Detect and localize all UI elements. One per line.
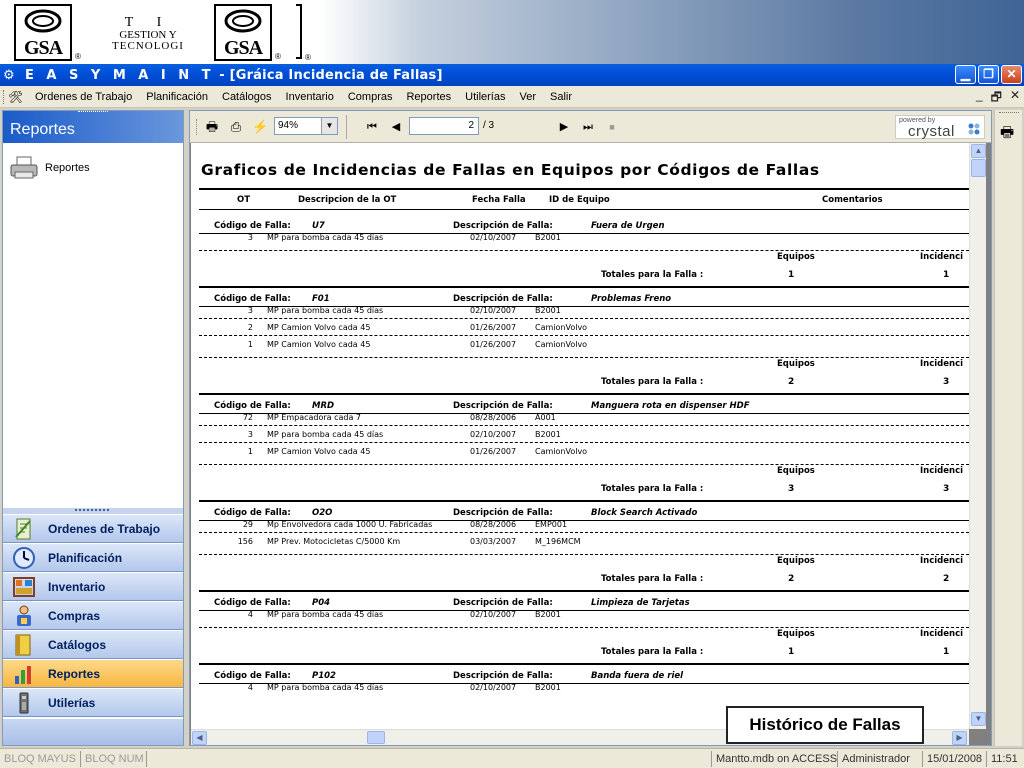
user-status: Administrador: [837, 751, 910, 767]
bracket-decoration: [296, 4, 302, 59]
page-total: / 3: [483, 120, 495, 131]
zoom-select[interactable]: [274, 117, 338, 135]
work-order-icon: [12, 517, 36, 541]
reports-icon: [12, 662, 36, 686]
status-bar: [0, 748, 1024, 768]
group-code: O2O: [312, 508, 333, 518]
group-desc-label: Descripción de Falla:: [453, 598, 553, 608]
divider: [199, 425, 969, 426]
scroll-left-icon[interactable]: ◀: [192, 731, 207, 745]
divider: [199, 393, 969, 395]
group-code-label: Código de Falla:: [214, 401, 291, 411]
group-desc: Fuera de Urgen: [591, 221, 665, 231]
row-desc: MP Empacadora cada 7: [267, 413, 362, 422]
inventory-icon: [12, 575, 36, 599]
group-desc: Block Search Activado: [591, 508, 698, 518]
menu-app-icon[interactable]: 🛠: [8, 89, 24, 104]
row-ot: 29: [242, 520, 253, 529]
purchases-icon: [12, 604, 36, 628]
group-desc-label: Descripción de Falla:: [453, 401, 553, 411]
sidebar: [2, 110, 184, 746]
next-page-icon[interactable]: ▶: [559, 121, 569, 133]
divider: [199, 286, 969, 288]
group-code: P102: [312, 671, 336, 681]
menu-utilerias[interactable]: Utilerías: [465, 90, 506, 103]
incidencias-header: Incidenci: [920, 466, 964, 476]
divider: [199, 250, 969, 251]
planning-icon: [12, 546, 36, 570]
incidencias-header: Incidenci: [920, 629, 964, 639]
menu-inventario[interactable]: Inventario: [285, 90, 334, 103]
row-fecha: 01/26/2007: [470, 340, 517, 349]
nav-label: Ordenes de Trabajo: [48, 521, 161, 536]
divider: [199, 209, 969, 210]
nav-label: Catálogos: [48, 637, 107, 652]
divider: [199, 590, 969, 592]
row-equipo: CamionVolvo: [535, 447, 588, 456]
total-incidencias: 1: [943, 647, 950, 657]
scroll-up-icon[interactable]: ▲: [971, 144, 986, 158]
registered-mark: ®: [305, 53, 311, 62]
row-desc: MP Camion Volvo cada 45: [267, 323, 371, 332]
printer-icon: [9, 155, 41, 181]
menu-salir[interactable]: Salir: [549, 90, 572, 103]
crystal-dots-icon: [967, 122, 981, 136]
toolbar-grip[interactable]: [3, 90, 6, 104]
equipos-header: Equipos: [777, 629, 815, 639]
divider: [199, 663, 969, 665]
row-equipo: EMP001: [535, 520, 568, 529]
row-ot: 4: [247, 683, 253, 692]
row-ot: 1: [247, 447, 253, 456]
row-equipo: B2001: [535, 430, 561, 439]
prev-page-icon[interactable]: ◀: [391, 121, 401, 133]
logo-text: GSA: [223, 37, 263, 59]
logo-rings-icon: [224, 9, 262, 33]
menu-catalogos[interactable]: Catálogos: [222, 90, 272, 103]
printer-icon[interactable]: 🖶: [1000, 124, 1015, 141]
col-header-desc: Descripcion de la OT: [298, 195, 397, 205]
total-incidencias: 3: [943, 377, 950, 387]
ti-line-3: TECNOLOGI: [112, 40, 184, 52]
row-desc: MP para bomba cada 45 días: [267, 233, 384, 242]
menu-compras[interactable]: Compras: [347, 90, 393, 103]
nav-label: Planificación: [48, 550, 123, 565]
row-desc: MP Prev. Motocicletas C/5000 Km: [267, 537, 401, 546]
col-header-comentarios: Comentarios: [822, 195, 883, 205]
row-desc: MP Camion Volvo cada 45: [267, 447, 371, 456]
group-code-label: Código de Falla:: [214, 671, 291, 681]
total-equipos: 3: [788, 484, 795, 494]
catalog-icon: [12, 633, 36, 657]
nav-inventario[interactable]: [3, 572, 183, 601]
col-header-equipo: ID de Equipo: [549, 195, 610, 205]
group-code-label: Código de Falla:: [214, 294, 291, 304]
divider: [199, 554, 969, 555]
menu-planificacion[interactable]: Planificación: [146, 90, 208, 103]
group-desc: Problemas Freno: [591, 294, 672, 304]
time-status: 11:51: [986, 751, 1018, 767]
nav-label: Utilerías: [48, 695, 96, 710]
menu-ordenes[interactable]: Ordenes de Trabajo: [35, 90, 133, 103]
totals-label: Totales para la Falla :: [601, 574, 704, 584]
nav-reportes[interactable]: [3, 659, 183, 688]
powered-by-label: powered by: [899, 117, 936, 124]
divider: [199, 335, 969, 336]
sidebar-header: Reportes: [3, 111, 183, 143]
row-desc: MP para bomba cada 45 días: [267, 430, 384, 439]
row-equipo: B2001: [535, 610, 561, 619]
mdi-controls: [976, 88, 1020, 109]
row-ot: 156: [237, 537, 253, 546]
nav-ordenes-de-trabajo[interactable]: [3, 514, 183, 543]
nav-label: Compras: [48, 608, 101, 623]
ti-line-1: T I: [124, 15, 172, 30]
group-code: P04: [312, 598, 331, 608]
gsa-logo-left: [14, 4, 72, 61]
menu-bar: [0, 86, 1024, 108]
ti-line-2: GESTION Y: [119, 29, 177, 41]
equipos-header: Equipos: [777, 359, 815, 369]
row-fecha: 02/10/2007: [470, 683, 517, 692]
menu-ver[interactable]: Ver: [519, 90, 536, 103]
stop-icon[interactable]: ■: [609, 122, 615, 132]
nav-label: Reportes: [48, 666, 101, 681]
row-fecha: 03/03/2007: [470, 537, 517, 546]
chevron-down-icon[interactable]: ▼: [321, 118, 337, 134]
vertical-scroll-thumb[interactable]: [971, 159, 986, 177]
divider: [199, 357, 969, 358]
report-viewer: [189, 110, 992, 746]
row-equipo: CamionVolvo: [535, 323, 588, 332]
total-equipos: 1: [788, 647, 795, 657]
row-desc: Mp Envolvedora cada 1000 U. Fabricadas: [267, 520, 433, 529]
toolbar-divider: [346, 115, 347, 139]
equipos-header: Equipos: [777, 466, 815, 476]
row-fecha: 01/26/2007: [470, 323, 517, 332]
row-fecha: 02/10/2007: [470, 610, 517, 619]
group-desc: Manguera rota en dispenser HDF: [591, 401, 750, 411]
row-equipo: B2001: [535, 233, 561, 242]
maximize-button[interactable]: ❐: [978, 65, 999, 84]
zoom-value: 94%: [278, 120, 299, 131]
document-name: - [Gráica Incidencia de Fallas]: [214, 67, 443, 83]
row-desc: MP para bomba cada 45 días: [267, 306, 384, 315]
totals-label: Totales para la Falla :: [601, 270, 704, 280]
row-ot: 3: [247, 233, 253, 242]
row-ot: 3: [247, 430, 253, 439]
incidencias-header: Incidenci: [920, 359, 964, 369]
historico-fallas-label[interactable]: Histórico de Fallas: [726, 706, 924, 744]
group-code: U7: [312, 221, 325, 231]
divider: [199, 532, 969, 533]
header-banner: [0, 0, 1024, 64]
toolbar-grip[interactable]: [999, 112, 1019, 113]
num-lock-indicator: BLOQ NUM: [80, 751, 144, 767]
total-incidencias: 2: [943, 574, 950, 584]
print-icon[interactable]: 🖶: [205, 119, 219, 134]
row-ot: 1: [247, 340, 253, 349]
divider: [199, 500, 969, 502]
right-toolbar: [994, 110, 1022, 746]
divider: [199, 627, 969, 628]
row-ot: 3: [247, 306, 253, 315]
window-title-bar[interactable]: [0, 64, 1024, 86]
group-code-label: Código de Falla:: [214, 508, 291, 518]
divider: [199, 464, 969, 465]
row-fecha: 01/26/2007: [470, 447, 517, 456]
totals-label: Totales para la Falla :: [601, 647, 704, 657]
mdi-minimize-button[interactable]: _: [975, 88, 983, 102]
export-icon[interactable]: ⎙: [230, 119, 242, 134]
scroll-right-icon[interactable]: ▶: [952, 731, 967, 745]
row-fecha: 08/28/2006: [470, 413, 517, 422]
scroll-down-icon[interactable]: ▼: [971, 712, 986, 726]
totals-label: Totales para la Falla :: [601, 377, 704, 387]
minimize-button[interactable]: ▁: [955, 65, 976, 84]
incidencias-header: Incidenci: [920, 556, 964, 566]
nav-planificacion[interactable]: [3, 543, 183, 572]
ti-logo: [88, 16, 208, 52]
row-fecha: 02/10/2007: [470, 233, 517, 242]
database-status: Mantto.mdb on ACCESS: [711, 751, 837, 767]
report-page: [191, 143, 969, 729]
status-spacer: [146, 751, 151, 767]
group-desc-label: Descripción de Falla:: [453, 671, 553, 681]
group-code: MRD: [312, 401, 335, 411]
col-header-fecha: Fecha Falla: [472, 195, 526, 205]
total-equipos: 2: [788, 574, 795, 584]
first-page-icon[interactable]: ⏮: [367, 121, 377, 133]
sidebar-footer: [3, 719, 183, 745]
logo-rings-icon: [24, 9, 62, 33]
sidebar-grip[interactable]: [78, 111, 108, 114]
window-title: [25, 68, 443, 83]
total-equipos: 2: [788, 377, 795, 387]
sidebar-item-label: Reportes: [45, 162, 90, 174]
registered-mark: ®: [275, 52, 281, 61]
mdi-restore-button[interactable]: 🗗: [990, 90, 1002, 104]
equipos-header: Equipos: [777, 252, 815, 262]
crystal-reports-logo: [895, 115, 985, 139]
total-incidencias: 1: [943, 270, 950, 280]
app-name: E A S Y M A I N T: [25, 67, 215, 83]
toolbar-grip[interactable]: [196, 119, 200, 135]
nav-compras[interactable]: [3, 601, 183, 630]
row-desc: MP para bomba cada 45 días: [267, 683, 384, 692]
row-equipo: CamionVolvo: [535, 340, 588, 349]
date-status: 15/01/2008: [922, 751, 982, 767]
group-code-label: Código de Falla:: [214, 221, 291, 231]
row-equipo: B2001: [535, 683, 561, 692]
divider: [199, 188, 969, 190]
totals-label: Totales para la Falla :: [601, 484, 704, 494]
row-ot: 2: [247, 323, 253, 332]
nav-catalogos[interactable]: [3, 630, 183, 659]
group-desc-label: Descripción de Falla:: [453, 221, 553, 231]
row-equipo: M_196MCM: [535, 537, 581, 546]
row-fecha: 08/28/2006: [470, 520, 517, 529]
caps-lock-indicator: BLOQ MAYUS: [4, 753, 76, 765]
divider: [199, 442, 969, 443]
group-desc-label: Descripción de Falla:: [453, 508, 553, 518]
group-code-label: Código de Falla:: [214, 598, 291, 608]
total-equipos: 1: [788, 270, 795, 280]
report-title: Graficos de Incidencias de Fallas en Equipos por Códigos de Fallas: [201, 161, 820, 179]
last-page-icon[interactable]: ⏭: [583, 121, 593, 133]
group-desc: Limpieza de Tarjetas: [591, 598, 690, 608]
row-desc: MP para bomba cada 45 días: [267, 610, 384, 619]
incidencias-header: Incidenci: [920, 252, 964, 262]
page-number-input[interactable]: 2: [409, 117, 479, 135]
group-desc: Banda fuera de riel: [591, 671, 684, 681]
logo-text: GSA: [23, 37, 63, 59]
total-incidencias: 3: [943, 484, 950, 494]
mdi-close-button[interactable]: ✕: [1009, 88, 1020, 102]
row-equipo: B2001: [535, 306, 561, 315]
col-header-ot: OT: [237, 195, 251, 205]
group-code: F01: [312, 294, 330, 304]
registered-mark: ®: [75, 52, 81, 61]
horizontal-scroll-thumb[interactable]: [367, 731, 385, 744]
gsa-logo-right: [214, 4, 272, 61]
close-button[interactable]: ✕: [1001, 65, 1022, 84]
app-icon[interactable]: ⚙: [3, 67, 15, 82]
divider: [199, 318, 969, 319]
row-fecha: 02/10/2007: [470, 306, 517, 315]
utilities-icon: [12, 691, 36, 715]
equipos-header: Equipos: [777, 556, 815, 566]
row-equipo: A001: [535, 413, 556, 422]
row-ot: 72: [242, 413, 253, 422]
nav-label: Inventario: [48, 579, 106, 594]
refresh-icon[interactable]: ⚡: [252, 119, 269, 134]
nav-utilerias[interactable]: [3, 688, 183, 717]
vertical-scrollbar[interactable]: [969, 143, 986, 729]
crystal-brand: crystal: [908, 123, 955, 140]
menu-reportes[interactable]: Reportes: [406, 90, 452, 103]
report-toolbar: [190, 111, 991, 143]
sidebar-item-reportes[interactable]: [9, 155, 90, 181]
group-desc-label: Descripción de Falla:: [453, 294, 553, 304]
row-fecha: 02/10/2007: [470, 430, 517, 439]
row-desc: MP Camion Volvo cada 45: [267, 340, 371, 349]
row-ot: 4: [247, 610, 253, 619]
